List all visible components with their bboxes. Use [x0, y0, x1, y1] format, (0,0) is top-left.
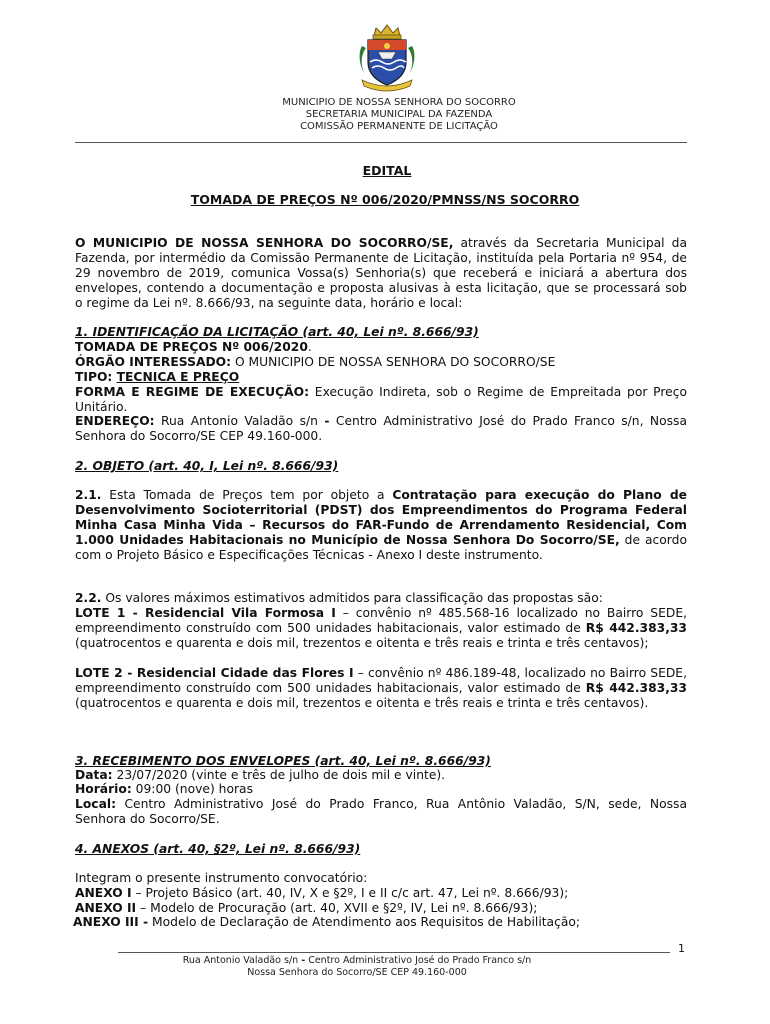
tomada-line: TOMADA DE PREÇOS Nº 006/2020. — [75, 340, 312, 354]
orgao-line: ÓRGÃO INTERESSADO: O MUNICIPIO DE NOSSA SENHORA DO SOCORRO/SE — [75, 355, 556, 369]
page-number: 1 — [678, 942, 685, 955]
document-title: EDITAL — [362, 163, 412, 178]
anexo-i-line: ANEXO I – Projeto Básico (art. 40, IV, X e §2º, I e II c/c art. 47, Lei nº. 8.666/93); — [75, 886, 569, 900]
header-municipio: MUNICIPIO DE NOSSA SENHORA DO SOCORRO — [282, 97, 516, 108]
item-2-1-paragraph: 2.1. Esta Tomada de Preços tem por objeto a Contratação para execução do Plano de Desenvolvimento Socioterritorial (PDST) dos Empreendimentos do Programa Federal Minha Casa Minha Vida – Recursos do FAR-Fundo de Arrendamento Residencial, Com 1.000 Unidades Habitacionais no Município de Nossa Senhora Do Socorro/SE, de acordo com o Projeto Básico e Especificações Técnicas - Anexo I deste instrumento. — [75, 488, 687, 562]
intro-text: através da Secretaria Municipal da Fazenda, por intermédio da Comissão Permanente de Licitação, instituída pela Portaria nº 954, de 29 novembro de 2019, comunica Vossa(s) Senhoria(s) que receberá e iniciará a abertura dos envelopes, contendo a documentação e proposta alusivas à esta licitação, que se processará sob o regime da Lei nº. 8.666/93, na seguinte data, horário e local: — [75, 236, 687, 310]
municipal-coat-of-arms-icon — [356, 22, 418, 94]
tipo-line: TIPO: TECNICA E PREÇO — [75, 370, 240, 384]
local-paragraph: Local: Centro Administrativo José do Prado Franco, Rua Antônio Valadão, S/N, sede, Nossa Senhora do Socorro/SE. — [75, 797, 687, 826]
section-4-heading: 4. ANEXOS (art. 40, §2º, Lei nº. 8.666/93) — [75, 842, 361, 856]
footer-address-line1: Rua Antonio Valadão s/n - Centro Administrativo José do Prado Franco s/n — [182, 955, 532, 966]
item-2-2-paragraph: 2.2. Os valores máximos estimativos admitidos para classificação das propostas são: — [75, 591, 603, 605]
intro-bold: O MUNICIPIO DE NOSSA SENHORA DO SOCORRO/SE, — [75, 236, 454, 250]
header-divider — [75, 142, 687, 143]
lote-2-paragraph: LOTE 2 - Residencial Cidade das Flores I – convênio nº 486.189-48, localizado no Bairro SEDE, empreendimento construído com 500 unidades habitacionais, valor estimado de R$ 442.383,33 (quatrocentos e quarenta e dois mil, trezentos e oitenta e três reais e trinta e três centavos). — [75, 666, 687, 710]
header-comissao: COMISSÃO PERMANENTE DE LICITAÇÃO — [300, 121, 498, 132]
header-secretaria: SECRETARIA MUNICIPAL DA FAZENDA — [305, 109, 493, 120]
forma-paragraph: FORMA E REGIME DE EXECUÇÃO: Execução Indireta, sob o Regime de Empreitada por Preço Unitário. — [75, 385, 687, 414]
document-subtitle: TOMADA DE PREÇOS Nº 006/2020/PMNSS/NS SOCORRO — [190, 192, 580, 207]
horario-line: Horário: 09:00 (nove) horas — [75, 782, 253, 796]
footer-divider — [118, 952, 670, 953]
anexos-intro: Integram o presente instrumento convocatório: — [75, 871, 368, 885]
data-line: Data: 23/07/2020 (vinte e três de julho de dois mil e vinte). — [75, 768, 446, 782]
lote-1-paragraph: LOTE 1 - Residencial Vila Formosa I – convênio nº 485.568-16 localizado no Bairro SEDE, empreendimento construído com 500 unidades habitacionais, valor estimado de R$ 442.383,33 (quatrocentos e quarenta e dois mil, trezentos e oitenta e três reais e trinta e três centavos); — [75, 606, 688, 650]
section-3-heading: 3. RECEBIMENTO DOS ENVELOPES (art. 40, Lei nº. 8.666/93) — [75, 754, 491, 768]
intro-paragraph — [75, 236, 687, 311]
endereco-paragraph: ENDEREÇO: Rua Antonio Valadão s/n - Centro Administrativo José do Prado Franco s/n, Nossa Senhora do Socorro/SE CEP 49.160-000. — [75, 414, 687, 443]
anexo-iii-line: ANEXO III - Modelo de Declaração de Atendimento aos Requisitos de Habilitação; — [73, 915, 581, 929]
section-2-heading: 2. OBJETO (art. 40, I, Lei nº. 8.666/93) — [75, 459, 339, 473]
anexo-ii-line: ANEXO II – Modelo de Procuração (art. 40, XVII e §2º, IV, Lei nº. 8.666/93); — [75, 901, 538, 915]
section-1-heading: 1. IDENTIFICAÇÃO DA LICITAÇÃO (art. 40, Lei nº. 8.666/93) — [75, 325, 479, 339]
footer-address-line2: Nossa Senhora do Socorro/SE CEP 49.160-000 — [247, 967, 467, 978]
